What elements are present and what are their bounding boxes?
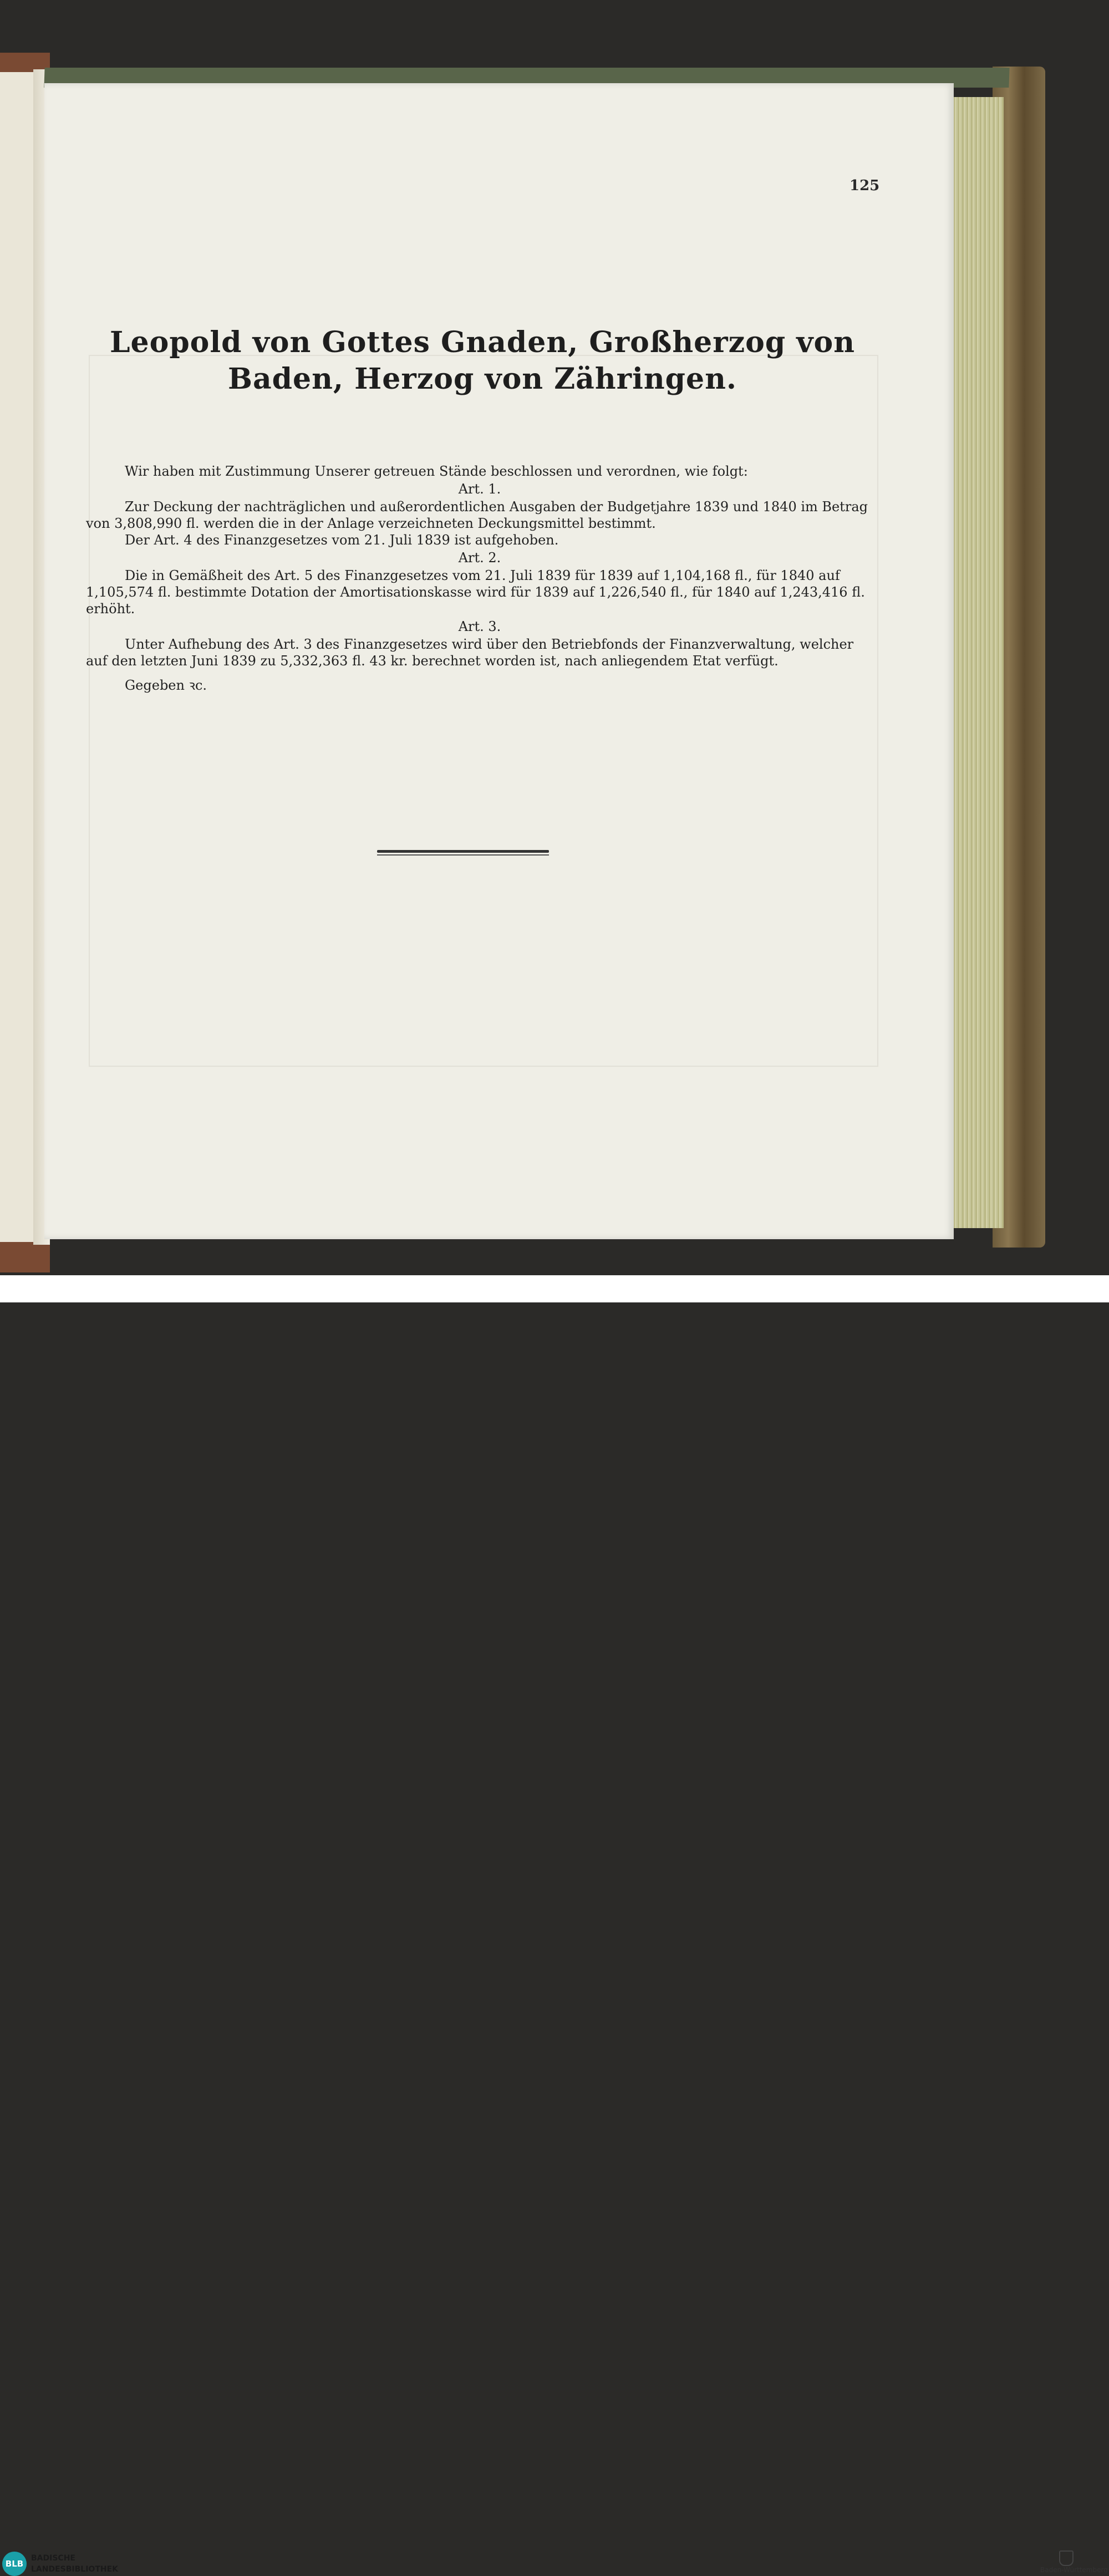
article-paragraph: Die in Gemäßheit des Art. 5 des Finanzgesetzes vom 21. Juli 1839 für 1839 auf 1,104,168 fl., für 1840 auf 1,105,574 fl. bestimmte Dotation der Amortisationskasse wird für 1839 auf 1,226,540 fl., für 1840 auf 1,243,416 fl. erhöht. (86, 568, 865, 617)
section-divider-thin (377, 854, 549, 856)
article-paragraph: Unter Aufhebung des Art. 3 des Finanzgesetzes wird über den Betriebfonds der Finanzverwaltung, welcher auf den letzten Juni 1839 zu 5,332,363 fl. 43 kr. berechnet worden ist, nach anliegendem Etat verfügt. (86, 637, 854, 669)
footer-bar (0, 1275, 1109, 2574)
section-divider (377, 850, 549, 853)
intro-paragraph: Wir haben mit Zustimmung Unserer getreuen Stände beschlossen und verordnen, wie folgt: (125, 464, 748, 479)
article-heading: Art. 1. (458, 481, 501, 497)
article-paragraph: Der Art. 4 des Finanzgesetzes vom 21. Juli 1839 ist aufgehoben. (125, 532, 559, 548)
page-title: Leopold von Gottes Gnaden, Großherzog von Baden, Herzog von Zähringen. (109, 325, 856, 396)
article-paragraph: Zur Deckung der nachträglichen und außerordentlichen Ausgaben der Budgetjahre 1839 und 1840 im Betrag von 3,808,990 fl. werden die in der Anlage verzeichneten Deckungsmittel bestimmt. (86, 499, 868, 531)
blb-logo-icon[interactable]: BLB (2, 2552, 27, 2576)
scan-background (0, 0, 1109, 1275)
article-heading: Art. 3. (458, 619, 501, 634)
library-name-line2: LANDESBIBLIOTHEK (31, 2565, 119, 2574)
library-name-line1: BADISCHE (31, 2554, 75, 2563)
bleed-through-table (89, 355, 878, 1067)
page-number: 125 (849, 177, 880, 194)
article-heading: Art. 2. (458, 550, 501, 566)
crest-icon (1059, 2550, 1074, 2566)
state-label: Baden-Württemberg (1040, 2566, 1108, 2574)
library-name (31, 2553, 118, 2575)
closing-line: Gegeben ꝛc. (125, 678, 207, 693)
document-body (86, 463, 873, 694)
